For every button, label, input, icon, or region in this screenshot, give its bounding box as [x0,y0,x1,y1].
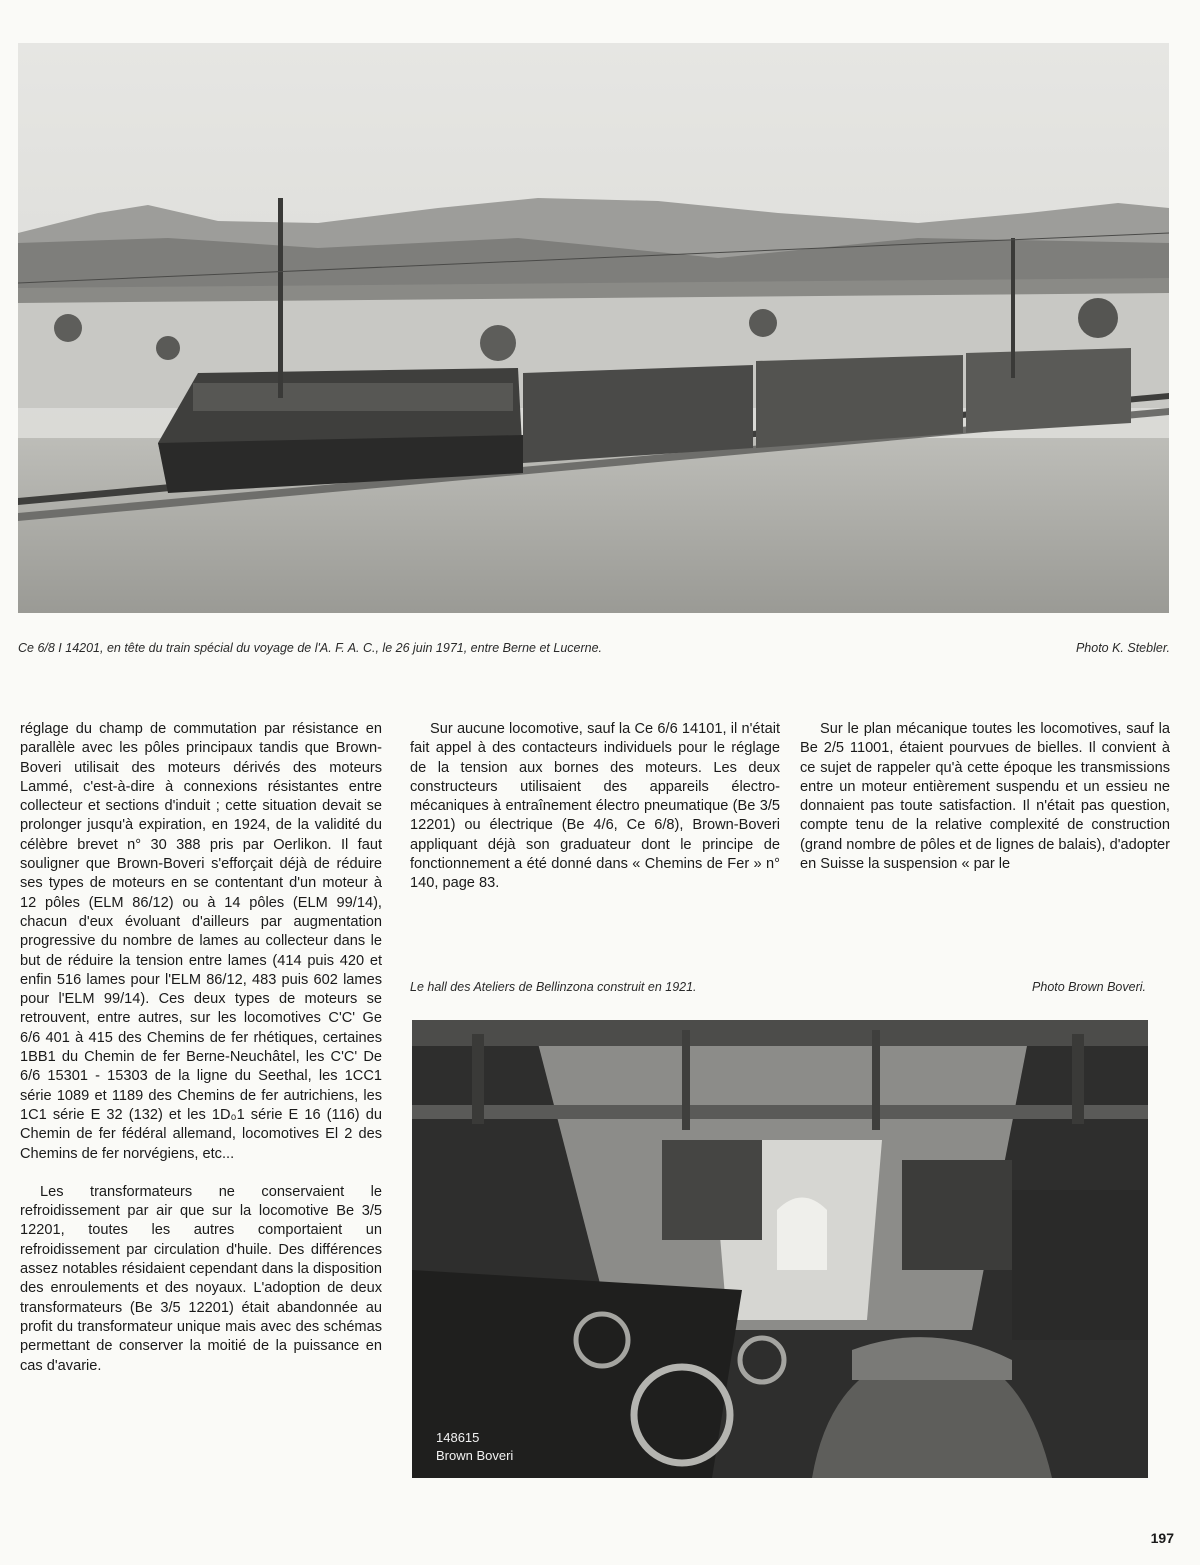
paragraph: Les transformateurs ne conservaient le refroidissement par air que sur la locomotive Be 3/5 12201, toutes les autres comportaient un refroidissement par circulation d'huile. Des différences assez notables résidaient cependant dans la disposition des enroulements et des noyaux. L'adoption de deux transformateurs (Be 3/5 12201) était abandonnée au profit du transformateur unique mais avec des schémas permettant de conserver la moitié de la puissance en cas d'avarie. [20,1183,382,1374]
top-photo-credit: Photo K. Stebler. [1075,641,1170,655]
text-column-1 [20,720,382,1376]
bottom-photo-caption: Le hall des Ateliers de Bellinzona construit en 1921. [410,980,697,994]
paragraph: Sur aucune locomotive, sauf la Ce 6/6 14101, il n'était fait appel à des contacteurs individuels pour le réglage de la tension aux bornes des moteurs. Les deux constructeurs utilisaient des appareils électro-mécaniques à entraînement électro pneumatique (Be 3/5 12201) ou électrique (Be 4/6, Ce 6/8), Brown-Boveri appliquant déjà son graduateur dont le principe de fonctionnement a été donné dans « Chemins de Fer » n° 140, page 83. [410,721,780,892]
page-number: 197 [1150,1530,1174,1546]
photo-stamp-number: 148615 [436,1430,480,1445]
top-photo-caption: Ce 6/8 I 14201, en tête du train spécial du voyage de l'A. F. A. C., le 26 juin 1971, entre Berne et Lucerne. [18,641,603,655]
text-column-2 [410,720,780,894]
train-photo [18,43,1169,613]
bottom-photo-credit: Photo Brown Boveri. [1032,980,1146,994]
paragraph: réglage du champ de commutation par résistance en parallèle avec les pôles principaux tandis que Brown-Boveri utilisait des moteurs dérivés des moteurs Lammé, c'est-à-dire à connexions résistantes entre collecteur et sections d'induit ; cette situation devait se prolonger jusqu'à expiration, en 1924, de la validité du célèbre brevet n° 30 388 pris par Oerlikon. Il faut souligner que Brown-Boveri s'efforçait déjà de réduire ses types de moteurs en se contentant d'un moteur à 12 pôles (ELM 86/12) ou à 14 pôles (ELM 99/14), chacun d'eux évoluant d'ailleurs par augmentation progressive du nombre de lames au collecteur dans le but de réduire la tension entre lames (414 puis 420 et enfin 516 lames pour l'ELM 86/12, 483 puis 602 lames pour l'ELM 99/14). Ces deux types de moteurs se retrouvent, entre autres, sur les locomotives C'C' Ge 6/6 401 à 415 des Chemins de fer rhétiques, certaines 1BB1 du Chemin de fer Berne-Neuchâtel, les C'C' De 6/6 15301 - 15303 de la ligne du Seethal, les 1CC1 série 1089 et 1189 des Chemins de fer autrichiens, les 1C1 série E 32 (132) et les 1D₀1 série E 16 (116) du Chemin de fer fédéral allemand, locomotives El 2 des Chemins de fer norvégiens, etc... [20,721,382,1162]
text-column-3 [800,720,1170,874]
photo-stamp-company: Brown Boveri [436,1448,514,1463]
paragraph: Sur le plan mécanique toutes les locomotives, sauf la Be 2/5 11001, étaient pourvues de bielles. Il convient à ce sujet de rappeler qu'à cette époque les transmissions entre un moteur entièrement suspendu et un essieu ne donnaient pas toute satisfaction. Il n'était pas question, compte tenu de la relative complexité de construction (grand nombre de pôles et de lignes de balais), d'adopter en Suisse la suspension « par le [800,721,1170,873]
workshop-photo [412,1020,1148,1478]
